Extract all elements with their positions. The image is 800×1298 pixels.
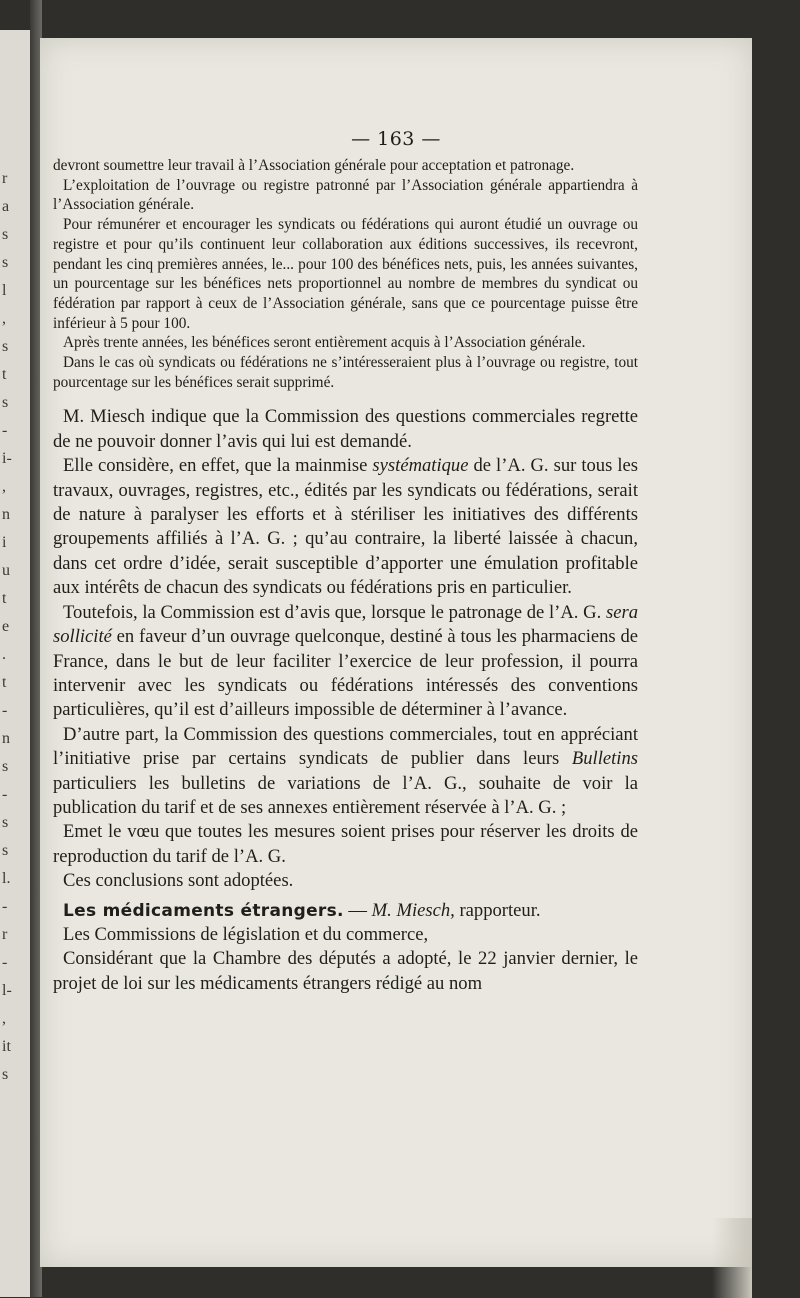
book-page bbox=[40, 38, 752, 1267]
body-paragraph: D’autre part, la Commission des questions commerciales, tout en appréciant l’initiative prise par certains syndicats de publier dans leurs Bulletins particuliers les bulletins de variations de l’A. G., souhaite de voir la publication du tarif et de ses annexes entièrement réservée à l’A. G. ; bbox=[53, 723, 638, 818]
left-page-fragment: - bbox=[2, 898, 8, 915]
left-page-fragment: l- bbox=[2, 982, 12, 999]
page-content bbox=[53, 156, 638, 996]
statute-paragraph: Après trente années, les bénéfices seront entièrement acquis à l’Association générale. bbox=[63, 334, 586, 352]
statute-paragraph: L’exploitation de l’ouvrage ou registre patronné par l’Association générale appartiendra à l’Association générale. bbox=[53, 176, 638, 214]
body-paragraph: M. Miesch indique que la Commission des questions commerciales regrette de ne pouvoir donner l’avis qui lui est demandé. bbox=[53, 406, 638, 452]
left-page-fragment: s bbox=[2, 226, 9, 243]
left-page-fragment: - bbox=[2, 702, 8, 719]
section-heading: Les médicaments étrangers. — M. Miesch, rapporteur. bbox=[63, 899, 541, 921]
left-page-fragment: , bbox=[2, 310, 6, 327]
left-page-fragment: u bbox=[2, 562, 10, 579]
left-page-fragment: t bbox=[2, 590, 7, 607]
left-page-fragment: r bbox=[2, 926, 8, 943]
left-page-fragment: e bbox=[2, 618, 10, 635]
body-paragraph: Toutefois, la Commission est d’avis que, lorsque le patronage de l’A. G. sera sollicité en faveur d’un ouvrage quelconque, destiné à tous les pharmaciens de France, dans le but de leur faciliter l’exercice de leur profession, il pourra intervenir avec les syndicats ou fédérations intéressés des conventions particulières, qu’il est d’ailleurs impossible de déterminer à l’avance. bbox=[53, 601, 638, 721]
left-page-fragment: s bbox=[2, 1066, 9, 1083]
left-page-fragment: . bbox=[2, 646, 6, 663]
body-paragraph: Emet le vœu que toutes les mesures soient prises pour réserver les droits de reproduction du tarif de l’A. G. bbox=[53, 821, 638, 867]
left-page-fragment: , bbox=[2, 478, 6, 495]
statute-paragraph: devront soumettre leur travail à l’Association générale pour acceptation et patronage. bbox=[53, 157, 575, 174]
section-title: Les médicaments étrangers. bbox=[63, 900, 344, 921]
body-paragraph: Elle considère, en effet, que la mainmise systématique de l’A. G. sur tous les travaux, ouvrages, registres, etc., édités par les syndicats ou fédérations, serait de nature à paralyser les efforts et à stériliser les initiatives des différents groupements affiliés à l’A. G. ; qu’au contraire, la liberté laissée à chacun, dans cet ordre d’idée, serait susceptible d’apporter une émulation profitable aux intérêts de chacun des syndicats ou fédérations pris en particulier. bbox=[53, 455, 638, 599]
left-page-fragment: s bbox=[2, 394, 9, 411]
page-curl bbox=[712, 1218, 752, 1298]
rapporteur-name: M. Miesch, bbox=[371, 899, 455, 921]
left-page-fragment: s bbox=[2, 758, 9, 775]
left-page-fragment: l. bbox=[2, 870, 11, 887]
statute-paragraph: Dans le cas où syndicats ou fédérations ne s’intéresseraient plus à l’ouvrage ou registre, tout pourcentage sur les bénéfices serait supprimé. bbox=[53, 354, 638, 391]
left-page-fragment: n bbox=[2, 506, 10, 523]
left-page-fragment: , bbox=[2, 1010, 6, 1027]
left-page-fragment: s bbox=[2, 254, 9, 271]
left-page-fragment: r bbox=[2, 170, 8, 187]
body-paragraph: Considérant que la Chambre des députés a adopté, le 22 janvier dernier, le projet de loi sur les médicaments étrangers rédigé au nom bbox=[53, 948, 638, 994]
quoted-statute-block bbox=[53, 156, 638, 392]
left-page-fragment: t bbox=[2, 366, 7, 383]
page-number: — 163 — bbox=[351, 128, 441, 150]
body-paragraph: Les Commissions de législation et du commerce, bbox=[63, 923, 429, 945]
body-paragraph: Ces conclusions sont adoptées. bbox=[63, 870, 294, 892]
left-page-fragment: s bbox=[2, 814, 9, 831]
left-page-edge bbox=[0, 30, 30, 1297]
left-page-fragment: a bbox=[2, 198, 10, 215]
left-page-fragment: - bbox=[2, 954, 8, 971]
statute-paragraph: Pour rémunérer et encourager les syndicats ou fédérations qui auront étudié un ouvrage ou registre et pour qu’ils continuent leur collaboration aux éditions successives, ils recevront, pendant les cinq premières années, le... pour 100 des bénéfices nets, puis, les années suivantes, un pourcentage sur les bénéfices nets proportionnel au nombre de membres du syndicat ou fédération par rapport à ceux de l’Association générale, sans que ce pourcentage puisse être inférieur à 5 pour 100. bbox=[53, 216, 638, 332]
left-page-fragment: t bbox=[2, 674, 7, 691]
left-page-fragment: i- bbox=[2, 450, 12, 467]
left-page-fragment: l bbox=[2, 282, 7, 299]
left-page-fragment: it bbox=[2, 1038, 11, 1055]
left-page-fragment: - bbox=[2, 786, 8, 803]
left-page-fragment: n bbox=[2, 730, 10, 747]
left-page-fragment: s bbox=[2, 842, 9, 859]
left-page-fragment: - bbox=[2, 422, 8, 439]
left-page-fragment: s bbox=[2, 338, 9, 355]
left-page-fragment: i bbox=[2, 534, 7, 551]
body-text bbox=[53, 405, 638, 996]
